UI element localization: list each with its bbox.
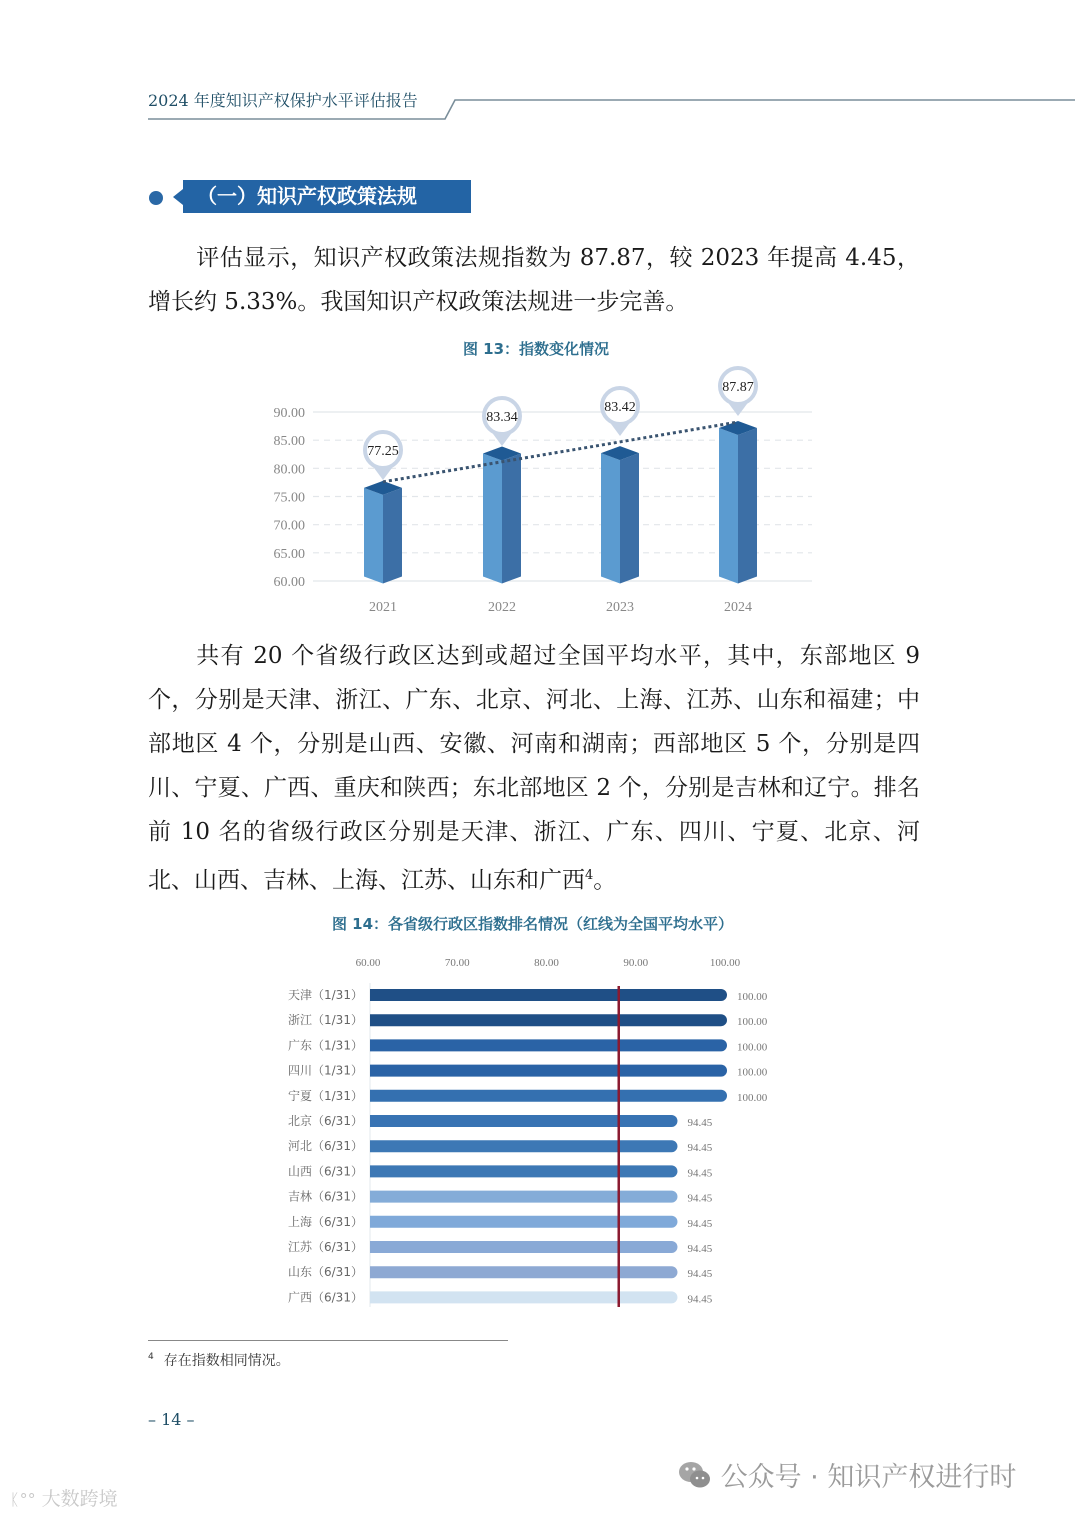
y-tick-label: 85.00 (273, 434, 305, 450)
data-label: 77.25 (367, 444, 399, 459)
x-tick-label: 60.00 (355, 957, 381, 969)
value-label: 100.00 (737, 991, 768, 1003)
y-tick-label: 90.00 (273, 406, 305, 421)
value-label: 94.45 (687, 1293, 713, 1306)
y-tick-label: 80.00 (273, 462, 305, 478)
category-label: 山东（6/31） (288, 1265, 363, 1280)
value-label: 94.45 (687, 1243, 713, 1255)
bar (370, 1140, 677, 1152)
x-tick-label: 100.00 (709, 957, 741, 969)
bar (370, 1115, 677, 1127)
paragraph-summary: 评估显示，知识产权政策法规指数为 87.87，较 2023 年提高 4.45，增长约 5.33%。我国知识产权政策法规进一步完善。 (148, 245, 920, 315)
data-label: 87.87 (722, 380, 754, 395)
y-tick-label: 75.00 (273, 490, 305, 506)
running-header-title: 2024 年度知识产权保护水平评估报告 (148, 91, 418, 110)
source-logo-icon: ᛕ°° (10, 1490, 36, 1509)
value-label: 100.00 (737, 1016, 768, 1029)
paragraph-provinces-text: 共有 20 个省级行政区达到或超过全国平均水平，其中，东部地区 9 个，分别是天津、浙江、广东、北京、河北、上海、江苏、山东和福建；中部地区 4 个，分别是山西、安徽、河南和湖南；西部地区 5 个，分别是四川、宁夏、广西、重庆和陕西；东北部地区 2 个，分别是吉林和辽宁。排名前 10 名的省级行政区分别是天津、浙江、广东、四川、宁夏、北京、河北、山西、吉林、上海、江苏、山东和广西 (148, 643, 920, 894)
footnote-text: 存在指数相同情况。 (163, 1353, 290, 1369)
x-tick-label: 2022 (488, 600, 516, 615)
y-tick-label: 65.00 (273, 546, 305, 562)
page-number: – 14 – (148, 1410, 195, 1429)
bar (370, 1039, 727, 1051)
source-watermark-text: 大数跨境 (41, 1488, 118, 1510)
wechat-icon (678, 1460, 712, 1490)
value-label: 94.45 (687, 1142, 713, 1155)
value-label: 94.45 (687, 1167, 713, 1180)
footnote-divider (148, 1340, 508, 1341)
category-label: 山西（6/31） (288, 1164, 363, 1179)
x-tick-label: 90.00 (623, 957, 649, 969)
y-tick-label: 60.00 (273, 575, 305, 590)
category-label: 河北（6/31） (288, 1139, 363, 1154)
wechat-watermark-text: 公众号 · 知识产权进行时 (720, 1462, 1017, 1493)
figure-13-title: 图 13：指数变化情况 (462, 340, 610, 358)
y-tick-label: 70.00 (273, 518, 305, 534)
bar (370, 989, 727, 1001)
wechat-watermark (678, 1455, 1016, 1494)
value-label: 100.00 (737, 1066, 768, 1079)
x-tick-label: 2024 (724, 600, 752, 615)
footnote-ref[interactable]: 4 (585, 868, 594, 883)
category-label: 天津（1/31） (288, 988, 363, 1002)
section-heading: （一）知识产权政策法规 (183, 180, 471, 213)
value-label: 94.45 (687, 1268, 713, 1281)
footnote-number: 4 (148, 1352, 154, 1363)
bar (370, 1241, 677, 1253)
category-label: 浙江（1/31） (288, 1013, 363, 1028)
source-watermark (10, 1484, 118, 1511)
category-label: 广东（1/31） (288, 1038, 363, 1053)
bar (370, 1291, 677, 1303)
category-label: 四川（1/31） (288, 1063, 363, 1078)
category-label: 宁夏（1/31） (288, 1088, 363, 1103)
x-tick-label: 2021 (369, 600, 397, 615)
category-label: 吉林（6/31） (288, 1189, 363, 1204)
bar (370, 1165, 677, 1177)
value-label: 100.00 (737, 1091, 768, 1104)
paragraph-end: 。 (593, 867, 617, 894)
bar (370, 1216, 677, 1228)
data-label: 83.34 (486, 410, 518, 425)
footnote (148, 1350, 290, 1370)
x-tick-label: 2023 (606, 600, 634, 615)
category-label: 江苏（6/31） (288, 1240, 363, 1254)
bar (370, 1090, 727, 1102)
value-label: 94.45 (687, 1117, 713, 1129)
category-label: 上海（6/31） (288, 1214, 363, 1229)
value-label: 100.00 (737, 1041, 768, 1054)
figure-14-title: 图 14：各省级行政区指数排名情况（红线为全国平均水平） (331, 915, 734, 933)
bar (370, 1266, 677, 1278)
bar (370, 1191, 677, 1203)
x-tick-label: 80.00 (534, 957, 559, 969)
value-label: 94.45 (687, 1217, 713, 1230)
category-label: 北京（6/31） (288, 1114, 363, 1128)
bar (370, 1014, 727, 1026)
bar (370, 1065, 727, 1077)
data-label: 83.42 (604, 400, 636, 415)
value-label: 94.45 (687, 1192, 713, 1205)
x-tick-label: 70.00 (444, 957, 470, 969)
category-label: 广西（6/31） (288, 1290, 363, 1305)
